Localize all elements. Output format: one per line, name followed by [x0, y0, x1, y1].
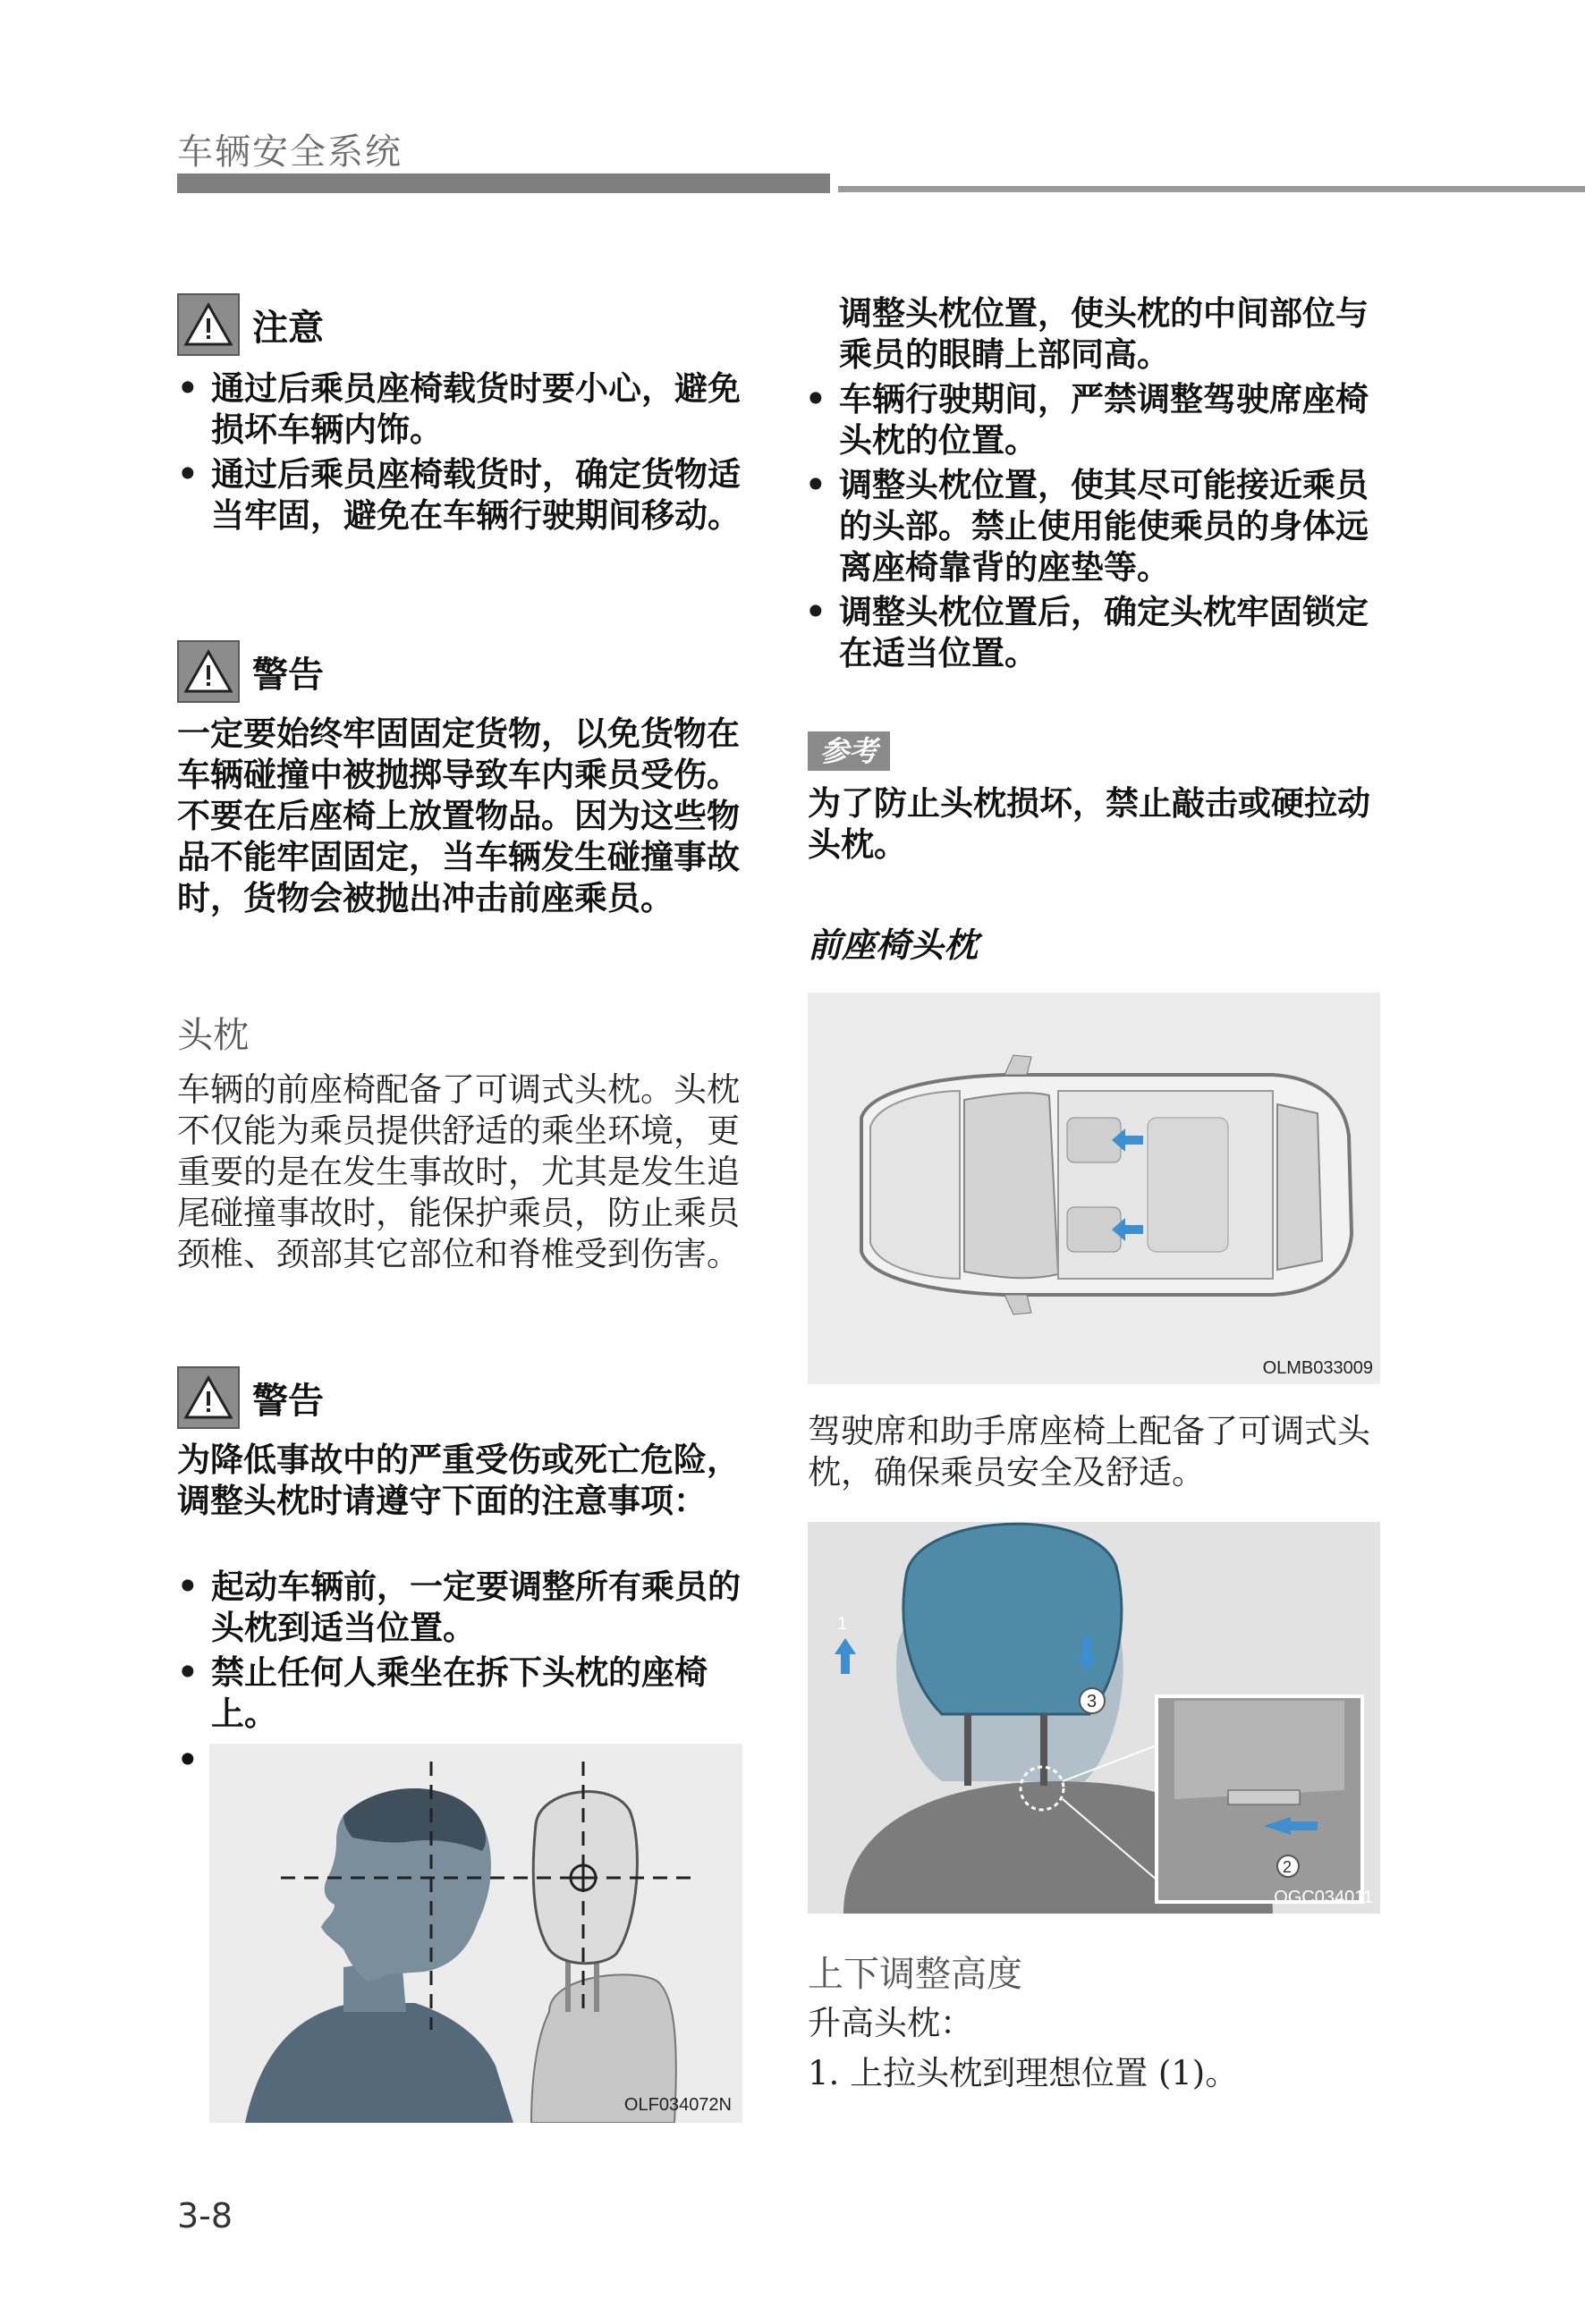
headrest-adjust-illustration: [808, 1522, 1380, 1914]
headrest-title: 头枕: [177, 1015, 249, 1056]
section-header: 车辆安全系统: [177, 131, 403, 173]
list-item: • 起动车辆前，一定要调整所有乘员的头枕到适当位置。: [177, 1568, 741, 1647]
head-profile-illustration: [209, 1744, 742, 2123]
warning-label: 警告: [252, 1380, 324, 1422]
page-number: 3-8: [177, 2196, 233, 2235]
header-bar-light: [838, 186, 1585, 192]
warning-triangle-icon: [177, 640, 240, 703]
warning-heading: [177, 1366, 324, 1429]
headrest-description: 车辆的前座椅配备了可调式头枕。头枕不仅能为乘员提供舒适的乘坐环境，更重要的是在发生事故时，尤其是发生追尾碰撞事故时，能保护乘员，防止乘员颈椎、颈部其它部位和脊椎受到伤害。: [177, 1070, 740, 1273]
caution-label: 注意: [252, 307, 324, 349]
figure-code: OLF034072N: [623, 2095, 732, 2115]
figure-code: OLMB033009: [1262, 1358, 1373, 1378]
front-headrest-title: 前座椅头枕: [808, 925, 979, 965]
caution-heading: [177, 293, 324, 356]
warning-triangle-icon: [177, 1366, 240, 1429]
bullet-marker: •: [177, 1741, 199, 1779]
warning-label: 警告: [252, 654, 324, 696]
list-item: • 通过后乘员座椅载货时，确定货物适当牢固，避免在车辆行驶期间移动。: [177, 455, 741, 535]
svg-text:2: 2: [1283, 1858, 1293, 1876]
height-adjust-title: 上下调整高度: [808, 1954, 1022, 1995]
list-item: • 禁止任何人乘坐在拆下头枕的座椅上。: [177, 1653, 708, 1733]
warning-text: 一定要始终牢固固定货物，以免货物在车辆碰撞中被抛掷导致车内乘员受伤。不要在后座椅上放置物品。因为这些物品不能牢固固定，当车辆发生碰撞事故时，货物会被抛出冲击前座乘员。: [177, 714, 740, 917]
note-tag: 参考: [808, 731, 890, 771]
warning-heading: [177, 640, 324, 703]
list-item: • 车辆行驶期间，严禁调整驾驶席座椅头枕的位置。: [805, 380, 1369, 460]
headrest-adjust-figure: [808, 1522, 1380, 1914]
headrest-position-figure: [209, 1744, 742, 2123]
warning-intro: 为降低事故中的严重受伤或死亡危险，调整头枕时请遵守下面的注意事项：: [177, 1441, 740, 1520]
svg-text:3: 3: [1087, 1692, 1098, 1711]
header-bar-dark: [177, 173, 830, 193]
continued-bullet-text: 调整头枕位置，使头枕的中间部位与乘员的眼睛上部同高。: [839, 294, 1369, 374]
front-headrest-description: 驾驶席和助手席座椅上配备了可调式头枕，确保乘员安全及舒适。: [808, 1412, 1370, 1492]
car-top-view-illustration: [808, 993, 1380, 1384]
figure-code: OGC034011: [1274, 1888, 1373, 1907]
list-item: • 调整头枕位置后，确定头枕牢固锁定在适当位置。: [805, 593, 1369, 672]
height-adjust-step-1: 1. 上拉头枕到理想位置 (1)。: [808, 2054, 1239, 2092]
list-item: • 通过后乘员座椅载货时要小心，避免损坏车辆内饰。: [177, 369, 741, 449]
svg-text:1: 1: [837, 1614, 848, 1634]
note-text: 为了防止头枕损坏，禁止敲击或硬拉动头枕。: [808, 784, 1370, 864]
list-item: • 调整头枕位置，使其尽可能接近乘员的头部。禁止使用能使乘员的身体远离座椅靠背的座垫等。: [805, 466, 1369, 587]
warning-triangle-icon: [177, 293, 240, 356]
height-adjust-subtitle: 升高头枕：: [808, 2004, 973, 2042]
car-top-view-figure: [808, 993, 1380, 1384]
